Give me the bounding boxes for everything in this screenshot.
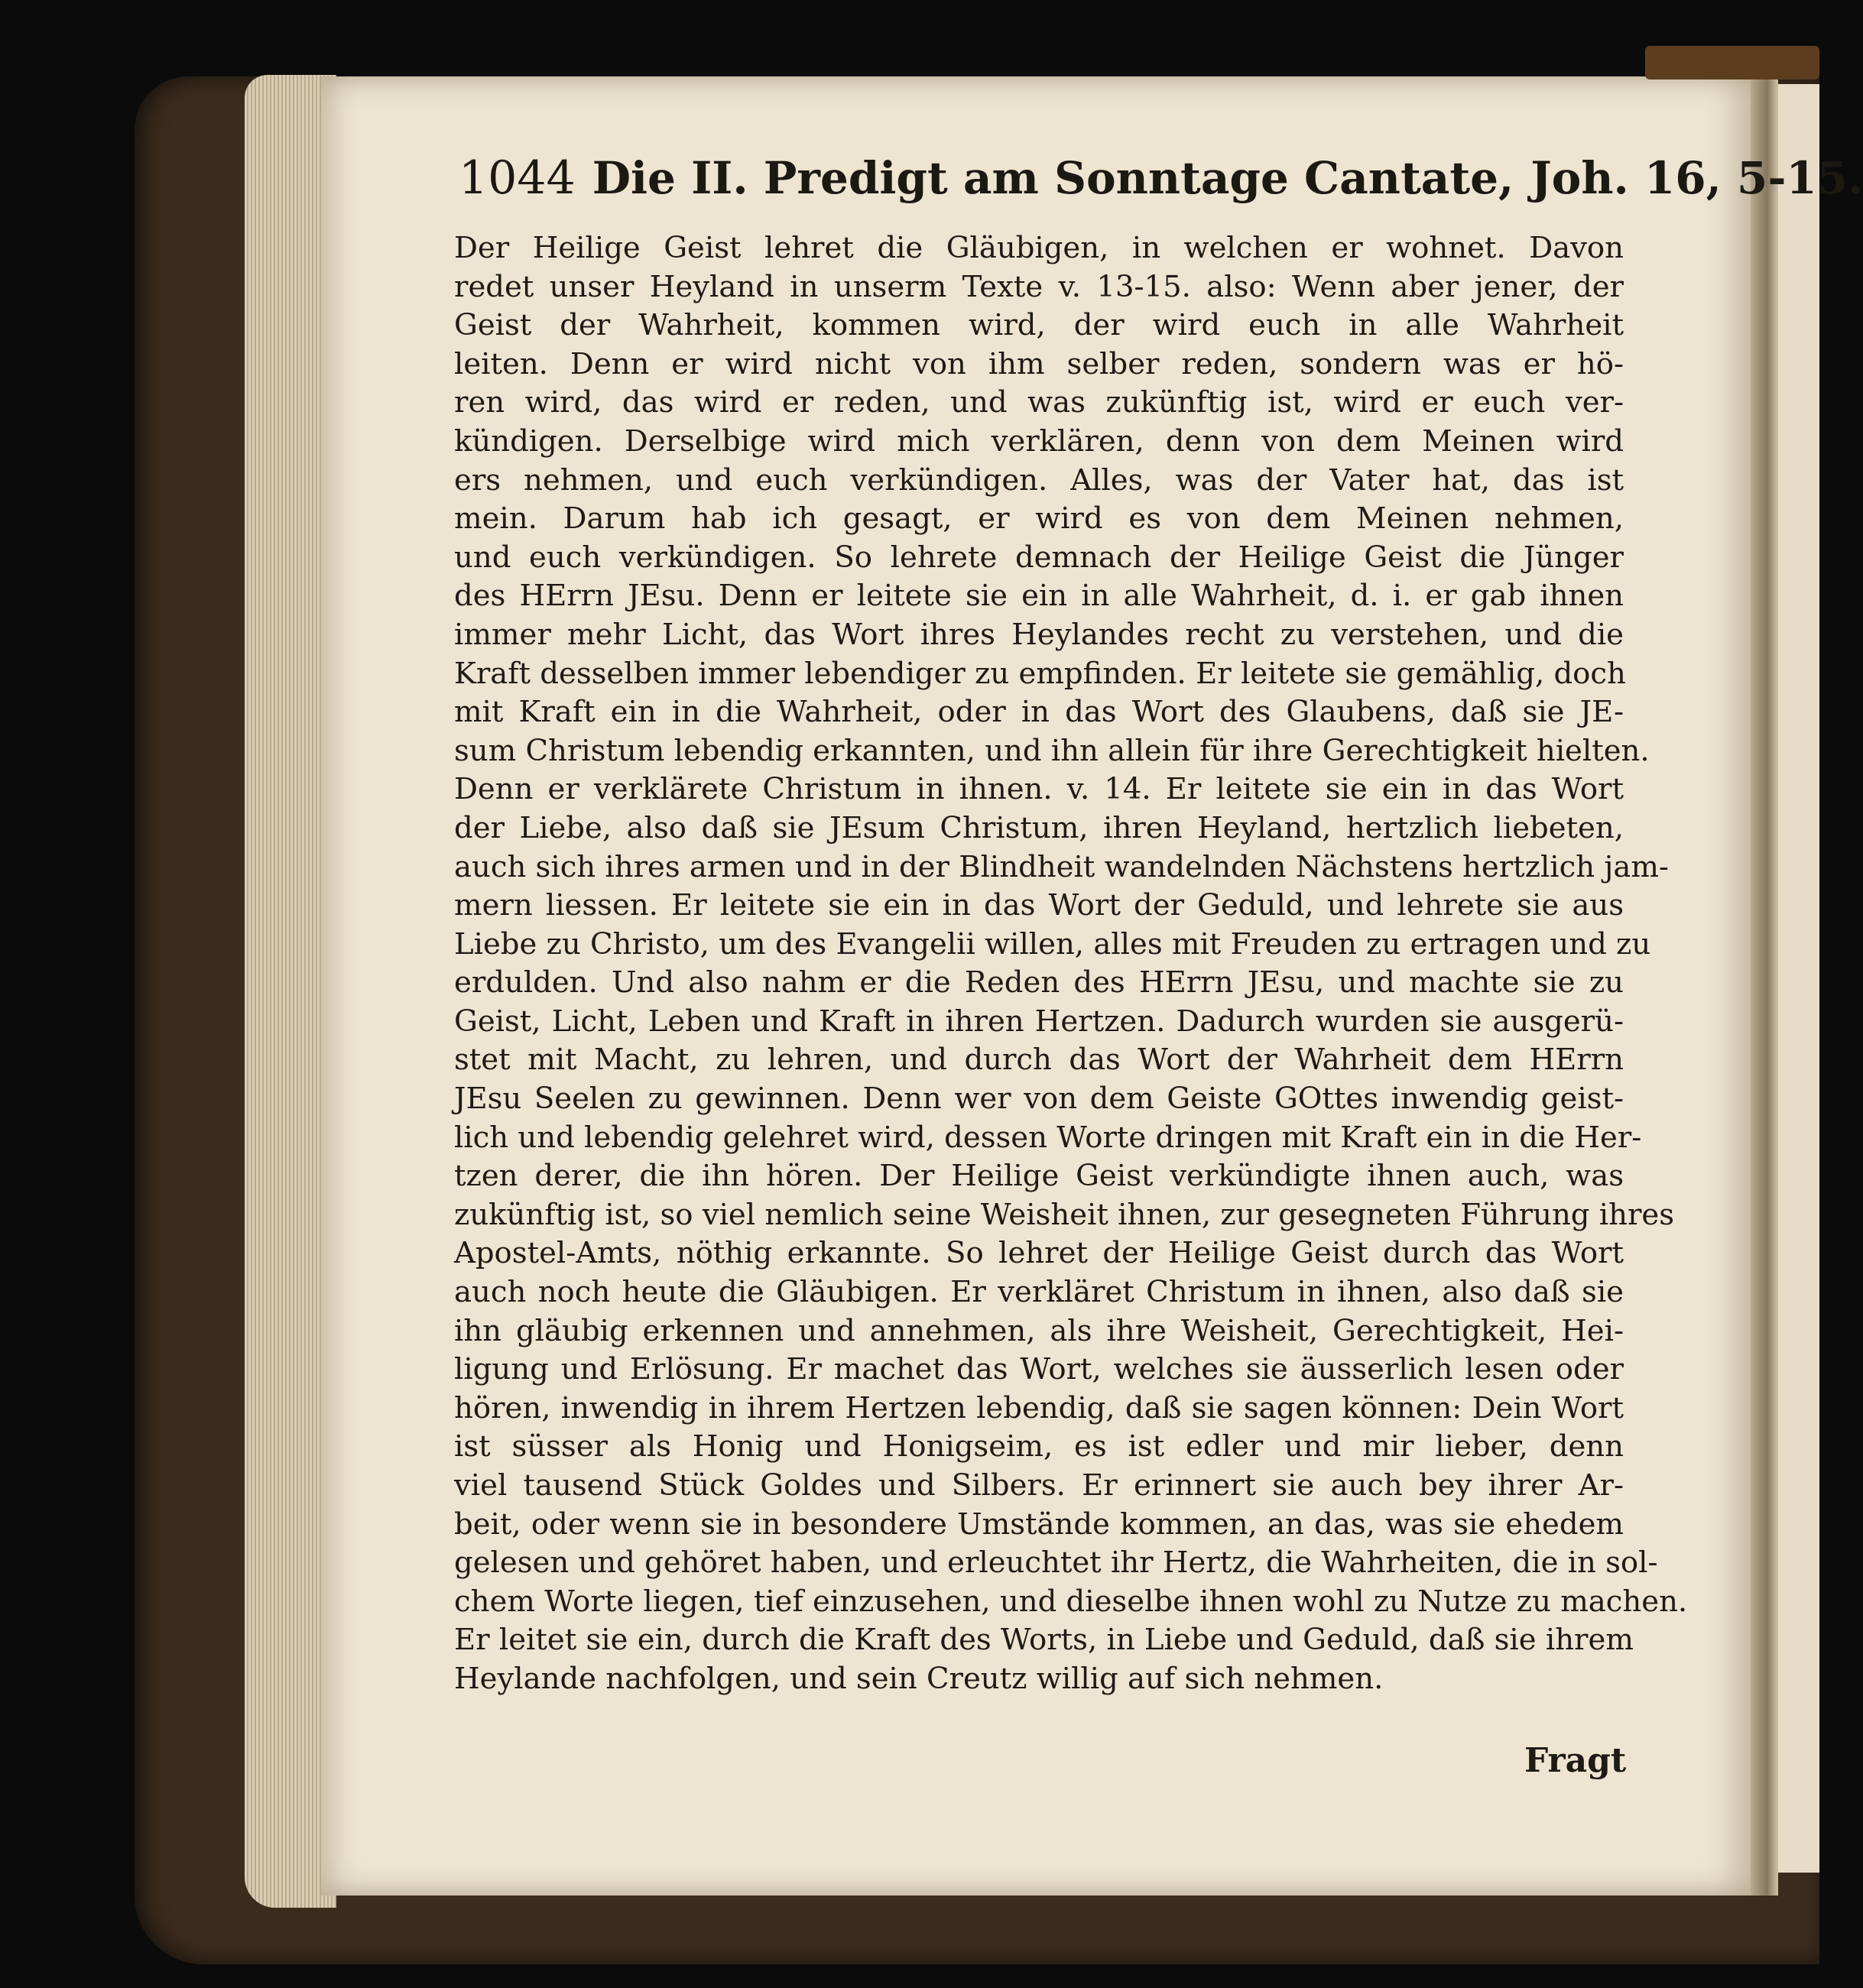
text-line: Der Heilige Geist lehret die Gläubigen, in welchen er wohnet. Davon [454,231,1624,265]
text-line: Er leitet sie ein, durch die Kraft des Worts, in Liebe und Geduld, daß sie ihrem [454,1623,1634,1658]
text-line: chem Worte liegen, tief einzusehen, und dieselbe ihnen wohl zu Nutze zu machen. [454,1584,1688,1619]
text-line: Geist, Licht, Leben und Kraft in ihren Hertzen. Dadurch wurden sie ausgerü- [454,1004,1624,1039]
page-number: 1044 [459,151,576,205]
text-line: ers nehmen, und euch verkündigen. Alles, was der Vater hat, das ist [454,462,1624,498]
catchword: Fragt [1524,1741,1627,1780]
text-line: immer mehr Licht, das Wort ihres Heylandes recht zu verstehen, und die [454,617,1624,652]
text-line: mein. Darum hab ich gesagt, er wird es von dem Meinen nehmen, [454,501,1624,537]
header-title: Die II. Predigt am Sonntage Cantate, [592,152,1514,204]
header-reference: Joh. 16, 5-15. [1530,152,1863,204]
text-line: Heylande nachfolgen, und sein Creutz willig auf sich nehmen. [454,1661,1384,1696]
text-line: auch noch heute die Gläubigen. Er verkläret Christum in ihnen, also daß sie [454,1275,1624,1310]
text-line: erdulden. Und also nahm er die Reden des HErrn JEsu, und machte sie zu [454,965,1624,1000]
text-line: hören, inwendig in ihrem Hertzen lebendig, daß sie sagen können: Dein Wort [454,1390,1624,1425]
text-line: auch sich ihres armen und in der Blindheit wandelnden Nächstens hertzlich jam- [454,849,1669,884]
text-line: lich und lebendig gelehret wird, dessen Worte dringen mit Kraft ein in die Her- [454,1120,1642,1155]
text-line: kündigen. Derselbige wird mich verklären, denn von dem Meinen wird [454,423,1624,459]
text-line: zukünftig ist, so viel nemlich seine Weisheit ihnen, zur gesegneten Führung ihres [454,1197,1675,1232]
text-line: Geist der Wahrheit, kommen wird, der wird euch in alle Wahrheit [454,308,1624,343]
text-line: viel tausend Stück Goldes und Silbers. Er erinnert sie auch bey ihrer Ar- [454,1468,1624,1503]
text-line: JEsu Seelen zu gewinnen. Denn wer von dem Geiste GOttes inwendig geist- [454,1082,1624,1117]
text-line: redet unser Heyland in unserm Texte v. 13-15. also: Wenn aber jener, der [454,269,1624,304]
text-line: ihn gläubig erkennen und annehmen, als ihre Weisheit, Gerechtigkeit, Hei- [454,1313,1624,1348]
text-line: und euch verkündigen. So lehrete demnach der Heilige Geist die Jünger [454,540,1624,575]
text-line: mern liessen. Er leitete sie ein in das Wort der Geduld, und lehrete sie aus [454,888,1624,923]
book-gutter [1751,76,1778,1896]
text-line: tzen derer, die ihn hören. Der Heilige Geist verkündigte ihnen auch, was [454,1159,1624,1194]
text-line: Denn er verklärete Christum in ihnen. v. 14. Er leitete sie ein in das Wort [454,772,1624,807]
text-line: Kraft desselben immer lebendiger zu empfinden. Er leitete sie gemählig, doch [454,656,1626,691]
text-line: beit, oder wenn sie in besondere Umstände kommen, an das, was sie ehedem [454,1506,1624,1542]
text-line: Liebe zu Christo, um des Evangelii willen, alles mit Freuden zu ertragen und zu [454,926,1651,962]
text-line: ren wird, das wird er reden, und was zukünftig ist, wird er euch ver- [454,385,1624,420]
spine-ribbon [1645,46,1819,79]
text-line: ligung und Erlösung. Er machet das Wort, welches sie äusserlich lesen oder [454,1352,1624,1387]
facing-page-edge [1778,84,1819,1873]
text-line: des HErrn JEsu. Denn er leitete sie ein in alle Wahrheit, d. i. er gab ihnen [454,579,1624,614]
body-text [454,229,1688,1699]
text-line: ist süsser als Honig und Honigseim, es ist edler und mir lieber, denn [454,1429,1624,1464]
running-header [459,151,1863,212]
text-line: stet mit Macht, zu lehren, und durch das Wort der Wahrheit dem HErrn [454,1043,1624,1078]
text-line: sum Christum lebendig erkannten, und ihn allein für ihre Gerechtigkeit hielten. [454,733,1650,768]
text-line: leiten. Denn er wird nicht von ihm selber reden, sondern was er hö- [454,346,1624,381]
text-line: der Liebe, also daß sie JEsum Christum, ihren Heyland, hertzlich liebeten, [454,810,1624,845]
text-line: Apostel-Amts, nöthig erkannte. So lehret der Heilige Geist durch das Wort [454,1236,1624,1271]
text-line: mit Kraft ein in die Wahrheit, oder in das Wort des Glaubens, daß sie JE- [454,695,1624,730]
text-line: gelesen und gehöret haben, und erleuchtet ihr Hertz, die Wahrheiten, die in sol- [454,1545,1658,1581]
